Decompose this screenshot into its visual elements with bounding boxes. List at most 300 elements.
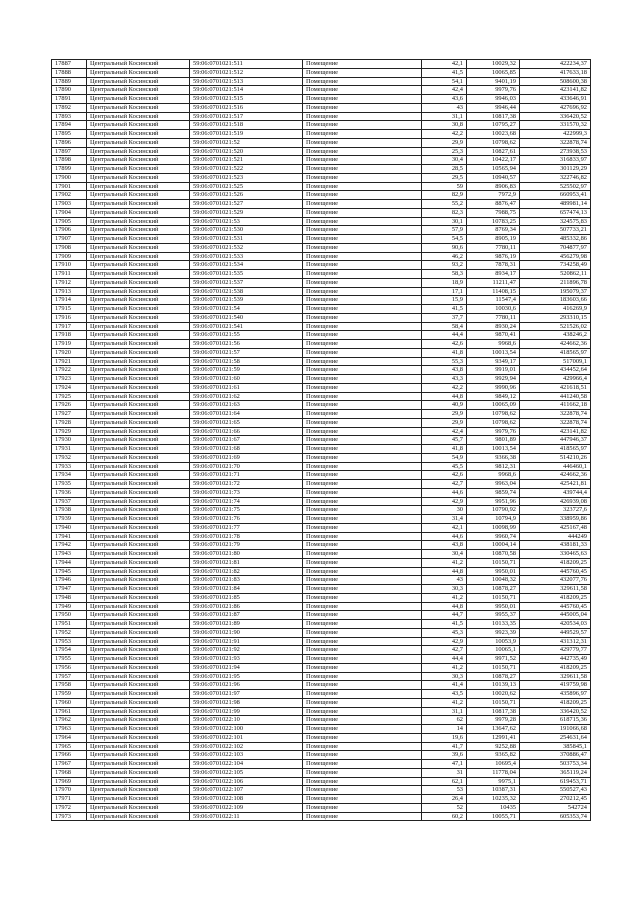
object-type-cell: Помещение <box>303 558 422 567</box>
object-type-cell: Помещение <box>303 506 422 515</box>
area-cell: 41,4 <box>422 681 467 690</box>
table-row <box>52 156 591 165</box>
cadastral-number-cell: 59:06:0701021:525 <box>190 182 303 191</box>
unit-value-cell: 9849,12 <box>467 392 520 401</box>
cadastral-value-cell: 425421,81 <box>520 480 591 489</box>
cadastral-value-cell: 441240,58 <box>520 392 591 401</box>
cadastral-value-cell: 660953,41 <box>520 191 591 200</box>
table-row <box>52 760 591 769</box>
district-cell: Центральный Косинский <box>87 103 190 112</box>
unit-value-cell: 10695,4 <box>467 760 520 769</box>
row-number-cell: 17957 <box>52 672 87 681</box>
area-cell: 60,2 <box>422 812 467 821</box>
area-cell: 41,5 <box>422 68 467 77</box>
unit-value-cell: 9946,44 <box>467 103 520 112</box>
row-number-cell: 17921 <box>52 357 87 366</box>
area-cell: 62 <box>422 716 467 725</box>
cadastral-value-cell: 331570,32 <box>520 121 591 130</box>
table-row <box>52 278 591 287</box>
cadastral-value-cell: 503753,34 <box>520 760 591 769</box>
area-cell: 52 <box>422 803 467 812</box>
cadastral-number-cell: 59:06:0701021:98 <box>190 698 303 707</box>
area-cell: 45,3 <box>422 628 467 637</box>
row-number-cell: 17916 <box>52 313 87 322</box>
area-cell: 28,5 <box>422 165 467 174</box>
table-row <box>52 147 591 156</box>
district-cell: Центральный Косинский <box>87 541 190 550</box>
object-type-cell: Помещение <box>303 243 422 252</box>
table-row <box>52 602 591 611</box>
cadastral-number-cell: 59:06:0701021:94 <box>190 663 303 672</box>
district-cell: Центральный Косинский <box>87 646 190 655</box>
unit-value-cell: 8930,24 <box>467 322 520 331</box>
unit-value-cell: 9979,28 <box>467 716 520 725</box>
unit-value-cell: 10878,27 <box>467 672 520 681</box>
row-number-cell: 17956 <box>52 663 87 672</box>
object-type-cell: Помещение <box>303 375 422 384</box>
unit-value-cell: 9929,94 <box>467 375 520 384</box>
object-type-cell: Помещение <box>303 515 422 524</box>
row-number-cell: 17944 <box>52 558 87 567</box>
unit-value-cell: 9950,01 <box>467 602 520 611</box>
district-cell: Центральный Косинский <box>87 515 190 524</box>
unit-value-cell: 9401,19 <box>467 77 520 86</box>
district-cell: Центральный Косинский <box>87 261 190 270</box>
cadastral-number-cell: 59:06:0701021:78 <box>190 532 303 541</box>
district-cell: Центральный Косинский <box>87 375 190 384</box>
object-type-cell: Помещение <box>303 602 422 611</box>
table-row <box>52 86 591 95</box>
table-row <box>52 655 591 664</box>
cadastral-number-cell: 59:06:0701021:83 <box>190 576 303 585</box>
cadastral-number-cell: 59:06:0701021:529 <box>190 208 303 217</box>
row-number-cell: 17965 <box>52 742 87 751</box>
cadastral-number-cell: 59:06:0701022:101 <box>190 733 303 742</box>
object-type-cell: Помещение <box>303 593 422 602</box>
cadastral-value-cell: 446460,1 <box>520 462 591 471</box>
unit-value-cell: 10048,32 <box>467 576 520 585</box>
area-cell: 57,9 <box>422 226 467 235</box>
cadastral-value-cell: 426939,08 <box>520 497 591 506</box>
district-cell: Центральный Косинский <box>87 576 190 585</box>
cadastral-number-cell: 59:06:0701021:527 <box>190 200 303 209</box>
row-number-cell: 17962 <box>52 716 87 725</box>
table-row <box>52 497 591 506</box>
cadastral-number-cell: 59:06:0701021:65 <box>190 418 303 427</box>
district-cell: Центральный Косинский <box>87 340 190 349</box>
area-cell: 62,1 <box>422 777 467 786</box>
district-cell: Центральный Косинский <box>87 585 190 594</box>
cadastral-value-cell: 195079,37 <box>520 287 591 296</box>
area-cell: 58,4 <box>422 322 467 331</box>
object-type-cell: Помещение <box>303 768 422 777</box>
area-cell: 82,9 <box>422 191 467 200</box>
cadastral-number-cell: 59:06:0701022:103 <box>190 751 303 760</box>
area-cell: 42,4 <box>422 86 467 95</box>
cadastral-value-cell: 434452,64 <box>520 366 591 375</box>
district-cell: Центральный Косинский <box>87 672 190 681</box>
table-row <box>52 305 591 314</box>
object-type-cell: Помещение <box>303 348 422 357</box>
unit-value-cell: 9968,6 <box>467 471 520 480</box>
cadastral-value-cell: 183603,66 <box>520 296 591 305</box>
unit-value-cell: 10150,71 <box>467 558 520 567</box>
row-number-cell: 17893 <box>52 112 87 121</box>
row-number-cell: 17934 <box>52 471 87 480</box>
area-cell: 42,6 <box>422 340 467 349</box>
object-type-cell: Помещение <box>303 112 422 121</box>
district-cell: Центральный Косинский <box>87 313 190 322</box>
district-cell: Центральный Косинский <box>87 366 190 375</box>
row-number-cell: 17900 <box>52 173 87 182</box>
district-cell: Центральный Косинский <box>87 112 190 121</box>
district-cell: Центральный Косинский <box>87 707 190 716</box>
district-cell: Центральный Косинский <box>87 331 190 340</box>
area-cell: 43 <box>422 576 467 585</box>
cadastral-value-cell: 423141,82 <box>520 427 591 436</box>
table-row <box>52 366 591 375</box>
object-type-cell: Помещение <box>303 620 422 629</box>
object-type-cell: Помещение <box>303 427 422 436</box>
row-number-cell: 17914 <box>52 296 87 305</box>
table-row <box>52 488 591 497</box>
cadastral-value-cell: 520862,11 <box>520 270 591 279</box>
table-row <box>52 803 591 812</box>
row-number-cell: 17933 <box>52 462 87 471</box>
cadastral-value-cell: 322878,74 <box>520 138 591 147</box>
area-cell: 14 <box>422 725 467 734</box>
district-cell: Центральный Косинский <box>87 567 190 576</box>
unit-value-cell: 10098,99 <box>467 523 520 532</box>
district-cell: Центральный Косинский <box>87 86 190 95</box>
area-cell: 17,1 <box>422 287 467 296</box>
unit-value-cell: 11408,15 <box>467 287 520 296</box>
district-cell: Центральный Косинский <box>87 786 190 795</box>
object-type-cell: Помещение <box>303 77 422 86</box>
unit-value-cell: 10004,14 <box>467 541 520 550</box>
district-cell: Центральный Косинский <box>87 698 190 707</box>
table-row <box>52 672 591 681</box>
object-type-cell: Помещение <box>303 436 422 445</box>
unit-value-cell: 9955,37 <box>467 611 520 620</box>
object-type-cell: Помещение <box>303 497 422 506</box>
unit-value-cell: 8934,17 <box>467 270 520 279</box>
cadastral-number-cell: 59:06:0701021:512 <box>190 68 303 77</box>
row-number-cell: 17935 <box>52 480 87 489</box>
cadastral-number-cell: 59:06:0701021:80 <box>190 550 303 559</box>
table-row <box>52 558 591 567</box>
row-number-cell: 17942 <box>52 541 87 550</box>
cadastral-number-cell: 59:06:0701021:539 <box>190 296 303 305</box>
object-type-cell: Помещение <box>303 585 422 594</box>
area-cell: 42,6 <box>422 471 467 480</box>
row-number-cell: 17887 <box>52 60 87 69</box>
row-number-cell: 17941 <box>52 532 87 541</box>
table-row <box>52 261 591 270</box>
unit-value-cell: 9870,41 <box>467 331 520 340</box>
unit-value-cell: 10794,9 <box>467 515 520 524</box>
district-cell: Центральный Косинский <box>87 445 190 454</box>
object-type-cell: Помещение <box>303 156 422 165</box>
area-cell: 31,4 <box>422 515 467 524</box>
cadastral-value-cell: 433646,91 <box>520 95 591 104</box>
area-cell: 42,2 <box>422 383 467 392</box>
area-cell: 47,1 <box>422 760 467 769</box>
district-cell: Центральный Косинский <box>87 602 190 611</box>
district-cell: Центральный Косинский <box>87 182 190 191</box>
area-cell: 42,9 <box>422 497 467 506</box>
cadastral-number-cell: 59:06:0701021:90 <box>190 628 303 637</box>
area-cell: 45,7 <box>422 436 467 445</box>
object-type-cell: Помещение <box>303 366 422 375</box>
cadastral-number-cell: 59:06:0701021:532 <box>190 243 303 252</box>
cadastral-value-cell: 329611,58 <box>520 585 591 594</box>
row-number-cell: 17937 <box>52 497 87 506</box>
district-cell: Центральный Косинский <box>87 532 190 541</box>
cadastral-number-cell: 59:06:0701021:66 <box>190 427 303 436</box>
district-cell: Центральный Косинский <box>87 60 190 69</box>
table-row <box>52 331 591 340</box>
cadastral-number-cell: 59:06:0701021:57 <box>190 348 303 357</box>
object-type-cell: Помещение <box>303 681 422 690</box>
row-number-cell: 17960 <box>52 698 87 707</box>
unit-value-cell: 10783,25 <box>467 217 520 226</box>
cadastral-value-cell: 429966,4 <box>520 375 591 384</box>
cadastral-number-cell: 59:06:0701022:108 <box>190 795 303 804</box>
cadastral-value-cell: 517009,1 <box>520 357 591 366</box>
table-row <box>52 60 591 69</box>
object-type-cell: Помещение <box>303 173 422 182</box>
row-number-cell: 17926 <box>52 401 87 410</box>
table-row <box>52 742 591 751</box>
district-cell: Центральный Косинский <box>87 733 190 742</box>
area-cell: 43,8 <box>422 366 467 375</box>
area-cell: 30,3 <box>422 672 467 681</box>
area-cell: 41,8 <box>422 445 467 454</box>
object-type-cell: Помещение <box>303 217 422 226</box>
table-row <box>52 138 591 147</box>
cadastral-number-cell: 59:06:0701021:75 <box>190 506 303 515</box>
district-cell: Центральный Косинский <box>87 191 190 200</box>
table-row <box>52 112 591 121</box>
object-type-cell: Помещение <box>303 200 422 209</box>
cadastral-number-cell: 59:06:0701021:516 <box>190 103 303 112</box>
object-type-cell: Помещение <box>303 532 422 541</box>
object-type-cell: Помещение <box>303 471 422 480</box>
area-cell: 90,6 <box>422 243 467 252</box>
object-type-cell: Помещение <box>303 786 422 795</box>
cadastral-value-cell: 254631,64 <box>520 733 591 742</box>
area-cell: 30,4 <box>422 156 467 165</box>
cadastral-number-cell: 59:06:0701021:526 <box>190 191 303 200</box>
cadastral-number-cell: 59:06:0701021:84 <box>190 585 303 594</box>
cadastral-value-cell: 422234,37 <box>520 60 591 69</box>
object-type-cell: Помещение <box>303 340 422 349</box>
district-cell: Центральный Косинский <box>87 305 190 314</box>
unit-value-cell: 10053,9 <box>467 637 520 646</box>
cadastral-value-cell: 550527,43 <box>520 786 591 795</box>
object-type-cell: Помещение <box>303 576 422 585</box>
cadastral-value-cell: 424662,36 <box>520 471 591 480</box>
table-row <box>52 541 591 550</box>
area-cell: 44,6 <box>422 488 467 497</box>
district-cell: Центральный Косинский <box>87 252 190 261</box>
unit-value-cell: 9812,31 <box>467 462 520 471</box>
cadastral-value-cell: 435896,97 <box>520 690 591 699</box>
table-row <box>52 130 591 139</box>
object-type-cell: Помещение <box>303 278 422 287</box>
area-cell: 44,4 <box>422 655 467 664</box>
cadastral-number-cell: 59:06:0701021:513 <box>190 77 303 86</box>
row-number-cell: 17891 <box>52 95 87 104</box>
cadastral-number-cell: 59:06:0701022:10 <box>190 716 303 725</box>
cadastral-value-cell: 419759,98 <box>520 681 591 690</box>
object-type-cell: Помещение <box>303 751 422 760</box>
cadastral-number-cell: 59:06:0701021:518 <box>190 121 303 130</box>
table-row <box>52 77 591 86</box>
row-number-cell: 17969 <box>52 777 87 786</box>
table-row <box>52 165 591 174</box>
cadastral-value-cell: 431312,31 <box>520 637 591 646</box>
row-number-cell: 17943 <box>52 550 87 559</box>
cadastral-number-cell: 59:06:0701021:86 <box>190 602 303 611</box>
object-type-cell: Помещение <box>303 60 422 69</box>
cadastral-value-cell: 338959,86 <box>520 515 591 524</box>
cadastral-value-cell: 514210,26 <box>520 453 591 462</box>
unit-value-cell: 13647,62 <box>467 725 520 734</box>
row-number-cell: 17925 <box>52 392 87 401</box>
table-row <box>52 620 591 629</box>
table-row <box>52 226 591 235</box>
district-cell: Центральный Косинский <box>87 278 190 287</box>
unit-value-cell: 9963,04 <box>467 480 520 489</box>
cadastral-number-cell: 59:06:0701021:96 <box>190 681 303 690</box>
district-cell: Центральный Косинский <box>87 243 190 252</box>
area-cell: 31,1 <box>422 112 467 121</box>
district-cell: Центральный Косинский <box>87 795 190 804</box>
unit-value-cell: 11778,04 <box>467 768 520 777</box>
unit-value-cell: 10139,13 <box>467 681 520 690</box>
unit-value-cell: 9968,6 <box>467 340 520 349</box>
cadastral-number-cell: 59:06:0701022:109 <box>190 803 303 812</box>
row-number-cell: 17936 <box>52 488 87 497</box>
cadastral-number-cell: 59:06:0701021:95 <box>190 672 303 681</box>
row-number-cell: 17958 <box>52 681 87 690</box>
object-type-cell: Помещение <box>303 322 422 331</box>
cadastral-number-cell: 59:06:0701021:76 <box>190 515 303 524</box>
cadastral-value-cell: 293310,15 <box>520 313 591 322</box>
unit-value-cell: 7780,11 <box>467 243 520 252</box>
unit-value-cell: 10565,94 <box>467 165 520 174</box>
area-cell: 43,3 <box>422 375 467 384</box>
unit-value-cell: 10029,32 <box>467 60 520 69</box>
cadastral-number-cell: 59:06:0701021:99 <box>190 707 303 716</box>
unit-value-cell: 9990,96 <box>467 383 520 392</box>
table-row <box>52 287 591 296</box>
cadastral-value-cell: 432077,76 <box>520 576 591 585</box>
table-row <box>52 235 591 244</box>
area-cell: 19,6 <box>422 733 467 742</box>
district-cell: Центральный Косинский <box>87 147 190 156</box>
object-type-cell: Помещение <box>303 138 422 147</box>
row-number-cell: 17945 <box>52 567 87 576</box>
table-row <box>52 550 591 559</box>
unit-value-cell: 12991,41 <box>467 733 520 742</box>
cadastral-value-cell: 316833,97 <box>520 156 591 165</box>
area-cell: 42,1 <box>422 60 467 69</box>
table-row <box>52 436 591 445</box>
district-cell: Центральный Косинский <box>87 471 190 480</box>
area-cell: 44,8 <box>422 567 467 576</box>
table-row <box>52 392 591 401</box>
cadastral-number-cell: 59:06:0701021:517 <box>190 112 303 121</box>
district-cell: Центральный Косинский <box>87 628 190 637</box>
cadastral-number-cell: 59:06:0701022:100 <box>190 725 303 734</box>
district-cell: Центральный Косинский <box>87 296 190 305</box>
unit-value-cell: 10798,62 <box>467 418 520 427</box>
row-number-cell: 17928 <box>52 418 87 427</box>
area-cell: 93,2 <box>422 261 467 270</box>
table-row <box>52 725 591 734</box>
district-cell: Центральный Косинский <box>87 138 190 147</box>
object-type-cell: Помещение <box>303 445 422 454</box>
table-row <box>52 410 591 419</box>
table-row <box>52 795 591 804</box>
district-cell: Центральный Косинский <box>87 812 190 821</box>
row-number-cell: 17931 <box>52 445 87 454</box>
district-cell: Центральный Косинский <box>87 523 190 532</box>
object-type-cell: Помещение <box>303 226 422 235</box>
cadastral-value-cell: 542724 <box>520 803 591 812</box>
cadastral-value-cell: 429779,77 <box>520 646 591 655</box>
cadastral-number-cell: 59:06:0701021:521 <box>190 156 303 165</box>
district-cell: Центральный Косинский <box>87 208 190 217</box>
cadastral-value-cell: 411662,18 <box>520 401 591 410</box>
object-type-cell: Помещение <box>303 191 422 200</box>
row-number-cell: 17946 <box>52 576 87 585</box>
table-row <box>52 191 591 200</box>
table-row <box>52 611 591 620</box>
table-row <box>52 252 591 261</box>
district-cell: Центральный Косинский <box>87 453 190 462</box>
table-row <box>52 733 591 742</box>
district-cell: Центральный Косинский <box>87 480 190 489</box>
row-number-cell: 17927 <box>52 410 87 419</box>
object-type-cell: Помещение <box>303 235 422 244</box>
object-type-cell: Помещение <box>303 261 422 270</box>
cadastral-number-cell: 59:06:0701021:61 <box>190 383 303 392</box>
district-cell: Центральный Косинский <box>87 165 190 174</box>
unit-value-cell: 10798,62 <box>467 138 520 147</box>
district-cell: Центральный Косинский <box>87 410 190 419</box>
object-type-cell: Помещение <box>303 637 422 646</box>
object-type-cell: Помещение <box>303 121 422 130</box>
row-number-cell: 17971 <box>52 795 87 804</box>
object-type-cell: Помещение <box>303 392 422 401</box>
district-cell: Центральный Косинский <box>87 383 190 392</box>
cadastral-value-cell: 449529,57 <box>520 628 591 637</box>
table-row <box>52 103 591 112</box>
table-row <box>52 812 591 821</box>
cadastral-value-cell: 322878,74 <box>520 418 591 427</box>
unit-value-cell: 10013,54 <box>467 348 520 357</box>
area-cell: 41,2 <box>422 558 467 567</box>
row-number-cell: 17909 <box>52 252 87 261</box>
object-type-cell: Помещение <box>303 103 422 112</box>
district-cell: Центральный Косинский <box>87 488 190 497</box>
cadastral-number-cell: 59:06:0701021:53 <box>190 217 303 226</box>
row-number-cell: 17902 <box>52 191 87 200</box>
